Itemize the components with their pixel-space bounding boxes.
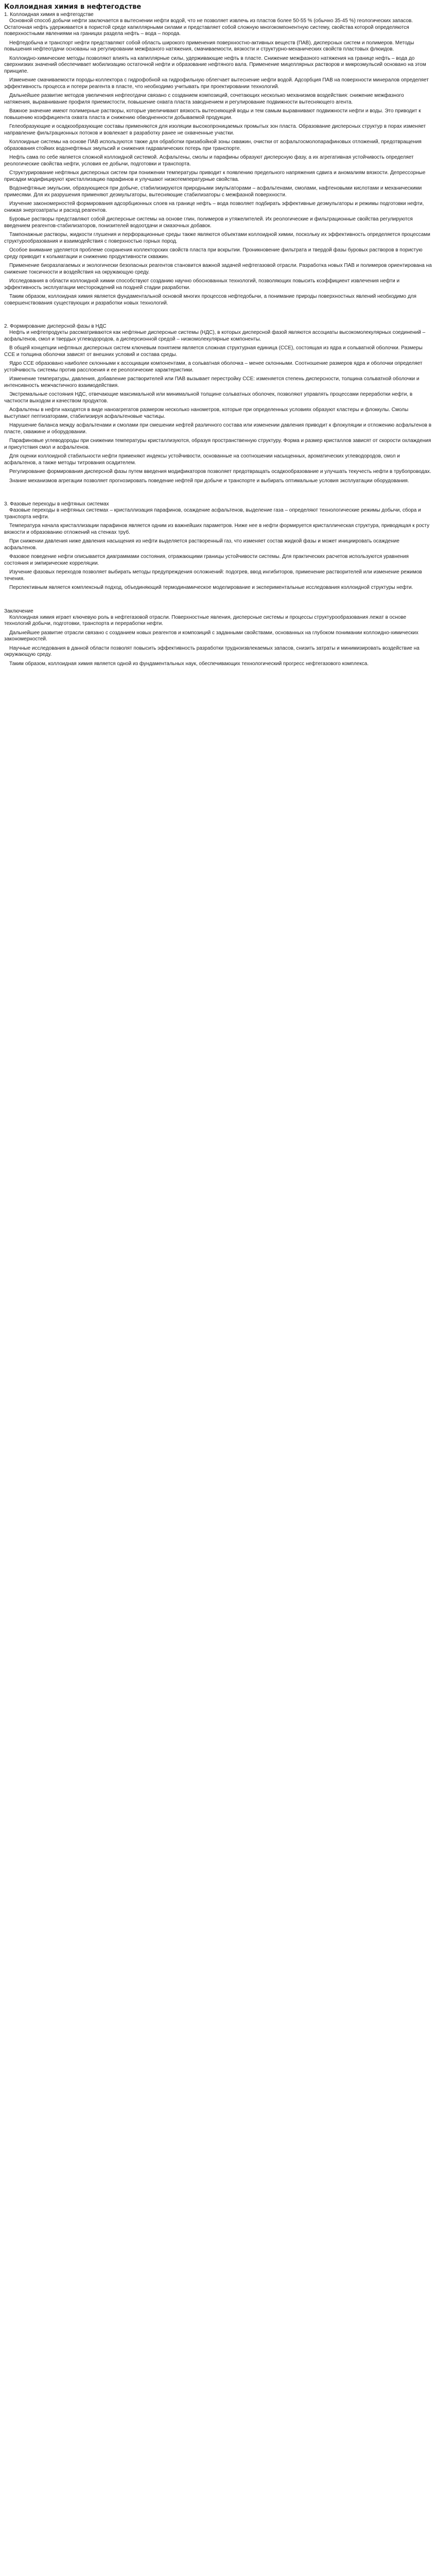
paragraph: Структурирование нефтяных дисперсных систем при понижении температуры приводит к появлению предельного напряжения сдвига и аномалиям вязкости. Депрессорные присадки модифицируют кристаллизацию парафинов и улучшают низкотемпературные свойства. (4, 170, 426, 182)
document-section (4, 608, 432, 668)
paragraph: Особое внимание уделяется проблеме сохранения коллекторских свойств пласта при вскрытии. Проникновение фильтрата и твердой фазы буровых растворов в пористую среду приводит к кольматации и снижению продуктивности скважин. (4, 247, 423, 260)
paragraph: Дальнейшее развитие методов увеличения нефтеотдачи связано с созданием композиций, сочетающих несколько механизмов воздействия: снижение межфазного натяжения, выравнивание профиля приемистости, повышение охвата пласта заводнением и регулирование подвижности вытесняющего агента. (4, 93, 404, 105)
section-gap (4, 487, 432, 501)
paragraph: Основной способ добычи нефти заключается в вытеснении нефти водой, что не позволяет извлечь из пластов более 50-55 % (обычно 35-45 %) геологических запасов. Остаточная нефть удерживается в пористой среде капиллярными силами и представляет собой сложную многокомпонентную систему, свойства которой определяются поверхностными явлениями на границах раздела нефть – вода – порода. (4, 18, 413, 37)
paragraph: Изменение температуры, давления, добавление растворителей или ПАВ вызывает перестройку ССЕ: изменяется степень дисперсности, толщина сольватной оболочки и интенсивность межчастичного взаимодействия. (4, 376, 420, 388)
paragraph: Экстремальные состояния НДС, отвечающие максимальной или минимальной толщине сольватных оболочек, позволяют управлять процессами переработки нефти, в частности выходом и качеством продуктов. (4, 392, 413, 404)
paragraph: Нефть сама по себе является сложной коллоидной системой. Асфальтены, смолы и парафины образуют дисперсную фазу, а их агрегативная устойчивость определяет реологические свойства нефти, условия ее добычи, подготовки и транспорта. (4, 155, 414, 167)
paragraph: Изучение фазовых переходов позволяет выбирать методы предупреждения осложнений: подогрев, ввод ингибиторов, применение растворителей или изменение режимов течения. (4, 569, 422, 582)
paragraph: Дальнейшее развитие отрасли связано с созданием новых реагентов и композиций с заданными свойствами, основанных на глубоком понимании коллоидно-химических закономерностей. (4, 630, 418, 642)
section-gap (4, 594, 432, 608)
paragraph: Перспективным является комплексный подход, объединяющий термодинамическое моделирование и экспериментальные исследования коллоидной структуры нефти. (9, 585, 413, 590)
paragraph: Коллоидная химия играет ключевую роль в нефтегазовой отрасли. Поверхностные явления, дисперсные системы и процессы структурообразования лежат в основе технологий добычи, подготовки, транспорта и переработки нефти. (4, 614, 407, 626)
paragraph: Таким образом, коллоидная химия является фундаментальной основой многих процессов нефтедобычи, а понимание природы поверхностных явлений необходимо для совершенствования существующих и разработки новых технологий. (4, 294, 416, 306)
paragraph: Фазовые переходы в нефтяных системах – кристаллизация парафинов, осаждение асфальтенов, выделение газа – определяют технологические режимы добычи, сбора и транспорта нефти. (4, 507, 421, 520)
document-section (4, 324, 432, 484)
paragraph: Парафиновые углеводороды при снижении температуры кристаллизуются, образуя пространственную структуру. Форма и размер кристаллов зависят от скорости охлаждения и присутствия смол и асфальтенов. (4, 438, 431, 450)
paragraph: Таким образом, коллоидная химия является одной из фундаментальных наук, обеспечивающих технологический прогресс нефтегазового комплекса. (9, 660, 369, 667)
paragraph: Регулирование формирования дисперсной фазы путем введения модификаторов позволяет предотвращать осадкообразование и улучшать текучесть нефти в трубопроводах. (9, 469, 431, 474)
paragraph: Применение биоразлагаемых и экологически безопасных реагентов становится важной задачей нефтегазовой отрасли. Разработка новых ПАВ и полимеров ориентирована на снижение токсичности и воздействия на окружающую среду. (4, 263, 432, 275)
section-heading: Заключение (4, 608, 33, 614)
document-body (4, 12, 432, 667)
paragraph: Изменение смачиваемости породы-коллектора с гидрофобной на гидрофильную облегчает вытеснение нефти водой. Адсорбция ПАВ на поверхности минералов определяет эффективность процесса и потери реагента в пласте, что необходимо учитывать при проектировании технологий. (4, 77, 429, 90)
document-section (4, 12, 432, 307)
paragraph: Коллоидные системы на основе ПАВ используются также для обработки призабойной зоны скважин, очистки от асфальтосмолопарафиновых отложений, предотвращения образования стойких водонефтяных эмульсий и снижения гидравлических потерь при транспорте. (4, 139, 422, 151)
paragraph: При снижении давления ниже давления насыщения из нефти выделяется растворенный газ, что изменяет состав жидкой фазы и может инициировать осаждение асфальтенов. (4, 538, 399, 551)
document-page (0, 0, 436, 670)
paragraph: Фазовое поведение нефти описывается диаграммами состояния, отражающими границы устойчивости системы. Для практических расчетов используются уравнения состояния и эмпирические корреляции. (4, 554, 409, 566)
paragraph: Научные исследования в данной области позволят повысить эффективность разработки трудноизвлекаемых запасов, снизить затраты и минимизировать воздействие на окружающую среду. (4, 645, 420, 657)
paragraph: Температура начала кристаллизации парафинов является одним из важнейших параметров. Ниже нее в нефти формируется кристаллическая структура, приводящая к росту вязкости и образованию отложений на стенках труб. (4, 523, 430, 535)
document-section (4, 501, 432, 591)
paragraph: Коллоидно-химические методы позволяют влиять на капиллярные силы, удерживающие нефть в пласте. Снижение межфазного натяжения на границе нефть – вода до сверхнизких значений обеспечивает мобилизацию остаточной нефти и образование нефтяного вала. Применение мицеллярных растворов и микроэмульсий основано на этом принципе. (4, 55, 426, 74)
paragraph: Буровые растворы представляют собой дисперсные системы на основе глин, полимеров и утяжелителей. Их реологические и фильтрационные свойства регулируются введением реагентов-стабилизаторов, понизителей водоотдачи и смазочных добавок. (4, 216, 413, 229)
paragraph: В общей концепции нефтяных дисперсных систем ключевым понятием является сложная структурная единица (ССЕ), состоящая из ядра и сольватной оболочки. Размеры ССЕ и толщина оболочки зависят от внешних условий и состава среды. (4, 345, 423, 358)
section-gap (4, 309, 432, 324)
document-title: Коллоидная химия в нефтегодстве (4, 3, 142, 11)
paragraph: Исследования в области коллоидной химии способствуют созданию научно обоснованных технологий, позволяющих повысить коэффициент извлечения нефти и эффективность эксплуатации месторождений на поздней стадии разработки. (4, 278, 400, 291)
paragraph: Нарушение баланса между асфальтенами и смолами при смешении нефтей различного состава или изменении давления приводит к флокуляции и отложению асфальтенов в пласте, скважине и оборудовании. (4, 422, 432, 435)
paragraph: Нефтедобыча и транспорт нефти представляют собой область широкого применения поверхностно-активных веществ (ПАВ), дисперсных систем и полимеров. Методы повышения нефтеотдачи основаны на регулировании межфазного натяжения, смачиваемости, вязкости и структурно-механических свойств пластовых флюидов. (4, 40, 414, 52)
paragraph: Для оценки коллоидной стабильности нефти применяют индексы устойчивости, основанные на соотношении насыщенных, ароматических углеводородов, смол и асфальтенов, а также методы титрования осадителем. (4, 453, 400, 466)
paragraph: Важное значение имеют полимерные растворы, которые увеличивают вязкость вытесняющей воды и тем самым выравнивают подвижности нефти и воды. Это приводит к повышению коэффициента охвата пласта и снижению обводненности добываемой продукции. (4, 108, 421, 121)
paragraph: Асфальтены в нефти находятся в виде наноагрегатов размером несколько нанометров, которые при определенных условиях образуют кластеры и флоккулы. Смолы выступают пептизаторами, стабилизируя асфальтеновые частицы. (4, 407, 409, 419)
paragraph: Ядро ССЕ образовано наиболее склонными к ассоциации компонентами, а сольватная оболочка – менее склонными. Соотношение размеров ядра и оболочки определяет устойчивость системы против расслоения и ее реологические характеристики. (4, 361, 423, 373)
paragraph: Тампонажные растворы, жидкости глушения и перфорационные среды также являются объектами коллоидной химии, поскольку их эффективность определяется процессами структурообразования и взаимодействия с поверхностью горных пород. (4, 232, 430, 244)
paragraph: Водонефтяные эмульсии, образующиеся при добыче, стабилизируются природными эмульгаторами – асфальтенами, смолами, нафтеновыми кислотами и механическими примесями. Для их разрушения применяют деэмульгаторы, вытесняющие стабилизаторы с межфазной поверхности. (4, 185, 422, 198)
paragraph: Изучение закономерностей формирования адсорбционных слоев на границе нефть – вода позволяет подбирать эффективные деэмульгаторы и режимы подготовки нефти, снижая энергозатраты и расход реагентов. (4, 201, 424, 213)
section-heading: 3. Фазовые переходы в нефтяных системах (4, 501, 109, 507)
section-heading: 1. Коллоидная химия в нефтегодстве (4, 12, 94, 18)
paragraph: Гелеобразующие и осадкообразующие составы применяются для изоляции высокопроницаемых промытых зон пласта. Образование дисперсных структур в порах изменяет направление фильтрационных потоков и вовлекает в разработку ранее не охваченные участки. (4, 124, 426, 136)
section-heading: 2. Формирование дисперсной фазы в НДС (4, 324, 107, 329)
paragraph: Знание механизмов агрегации позволяет прогнозировать поведение нефтей при добыче и транспорте и выбирать оптимальные условия эксплуатации оборудования. (9, 478, 409, 484)
paragraph: Нефть и нефтепродукты рассматриваются как нефтяные дисперсные системы (НДС), в которых дисперсной фазой являются ассоциаты высокомолекулярных соединений – асфальтенов, смол и твердых углеводородов, а дисперсионной средой – низкомолекулярные компоненты. (4, 330, 426, 342)
